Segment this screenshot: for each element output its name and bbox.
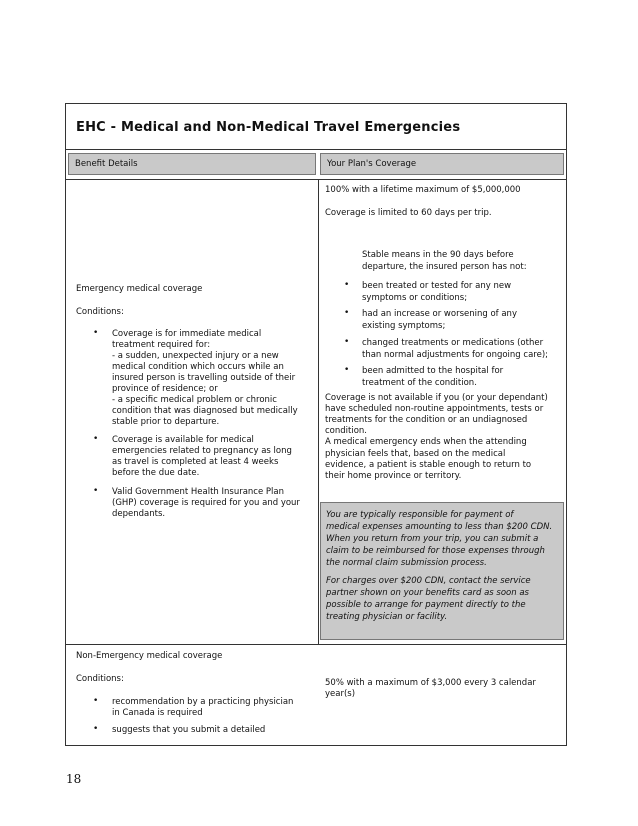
condition-3-line-1: Valid Government Health Insurance Plan xyxy=(112,487,284,497)
bullet-icon: • xyxy=(93,486,99,496)
condition-1-line-8: condition that was diagnosed but medically xyxy=(112,406,298,416)
header-row xyxy=(66,150,566,180)
condition-1-line-9: stable prior to departure. xyxy=(112,417,220,427)
condition-2-line-4: before the due date. xyxy=(112,468,200,478)
days-limit: Coverage is limited to 60 days per trip. xyxy=(325,208,492,218)
stable-bullet-3-line-1: changed treatments or medications (other xyxy=(362,338,544,348)
stable-bullet-2-line-1: had an increase or worsening of any xyxy=(362,309,517,319)
payment-note-box xyxy=(320,502,564,640)
condition-2-line-3: as travel is completed at least 4 weeks xyxy=(112,457,279,467)
stable-bullet-1-line-1: been treated or tested for any new xyxy=(362,281,512,291)
non-emergency-coverage-line-1: 50% with a maximum of $3,000 every 3 calendar xyxy=(325,678,536,688)
stable-bullet-4-line-2: treatment of the condition. xyxy=(362,378,477,388)
not-available-line-3: treatments for the condition or an undiagnosed xyxy=(325,415,528,425)
table-title: EHC - Medical and Non-Medical Travel Emergencies xyxy=(76,120,461,135)
condition-1-line-2: treatment required for: xyxy=(112,340,211,350)
not-available-line-4: condition. xyxy=(325,426,368,436)
stable-intro-2: departure, the insured person has not: xyxy=(362,262,527,272)
column-divider xyxy=(318,180,319,644)
stable-bullet-3-line-2: than normal adjustments for ongoing care); xyxy=(362,350,548,360)
stable-bullet-1-line-2: symptoms or conditions; xyxy=(362,293,468,303)
condition-2-line-1: Coverage is available for medical xyxy=(112,435,254,445)
non-emergency-coverage-line-2: year(s) xyxy=(325,689,356,699)
bullet-icon: • xyxy=(344,308,350,318)
condition-1-line-1: Coverage is for immediate medical xyxy=(112,329,262,339)
stable-intro-1: Stable means in the 90 days before xyxy=(362,250,514,260)
stable-bullet-2-line-2: existing symptoms; xyxy=(362,321,446,331)
bullet-icon: • xyxy=(344,337,350,347)
emergency-label: Emergency medical coverage xyxy=(76,284,203,294)
bullet-icon: • xyxy=(93,328,99,338)
condition-2-line-2: emergencies related to pregnancy as long xyxy=(112,446,292,456)
non-emergency-condition-1-line-2: in Canada is required xyxy=(112,708,203,718)
condition-1-line-7: - a specific medical problem or chronic xyxy=(112,395,277,405)
bullet-icon: • xyxy=(344,280,350,290)
bullet-icon: • xyxy=(93,696,99,706)
non-emergency-condition-2-line-1: suggests that you submit a detailed xyxy=(112,725,266,735)
note-p2-line-4: treating physician or facility. xyxy=(326,612,448,622)
page-number: 18 xyxy=(66,772,82,786)
not-available-line-6: physician feels that, based on the medical xyxy=(325,449,506,459)
note-p2-line-2: partner shown on your benefits card as soon as xyxy=(326,588,529,598)
not-available-line-2: have scheduled non-routine appointments, tests or xyxy=(325,404,544,414)
non-emergency-label: Non-Emergency medical coverage xyxy=(76,651,223,661)
note-p1-line-3: When you return from your trip, you can submit a xyxy=(326,534,539,544)
bullet-icon: • xyxy=(344,365,350,375)
not-available-line-1: Coverage is not available if you (or your dependant) xyxy=(325,393,548,403)
note-p1-line-1: You are typically responsible for payment of xyxy=(326,510,514,520)
condition-3-line-3: dependants. xyxy=(112,509,166,519)
non-emergency-condition-1-line-1: recommendation by a practicing physician xyxy=(112,697,294,707)
not-available-line-7: evidence, a patient is stable enough to return to xyxy=(325,460,532,470)
title-row xyxy=(66,104,566,150)
coverage-max: 100% with a lifetime maximum of $5,000,000 xyxy=(325,185,521,195)
emergency-conditions-label: Conditions: xyxy=(76,307,124,317)
header-plan-coverage: Your Plan's Coverage xyxy=(320,153,564,175)
condition-1-line-4: medical condition which occurs while an xyxy=(112,362,284,372)
stable-bullet-4-line-1: been admitted to the hospital for xyxy=(362,366,504,376)
note-p1-line-5: the normal claim submission process. xyxy=(326,558,487,568)
row-divider xyxy=(66,644,566,645)
benefit-table xyxy=(65,103,567,746)
non-emergency-conditions-label: Conditions: xyxy=(76,674,124,684)
bullet-icon: • xyxy=(93,724,99,734)
bullet-icon: • xyxy=(93,434,99,444)
condition-1-line-3: - a sudden, unexpected injury or a new xyxy=(112,351,279,361)
note-p2-line-3: possible to arrange for payment directly to the xyxy=(326,600,526,610)
condition-3-line-2: (GHP) coverage is required for you and your xyxy=(112,498,300,508)
not-available-line-5: A medical emergency ends when the attending xyxy=(325,437,527,447)
condition-1-line-6: province of residence; or xyxy=(112,384,218,394)
header-benefit-details: Benefit Details xyxy=(68,153,316,175)
note-p1-line-4: claim to be reimbursed for those expenses through xyxy=(326,546,545,556)
condition-1-line-5: insured person is travelling outside of their xyxy=(112,373,296,383)
note-p2-line-1: For charges over $200 CDN, contact the service xyxy=(326,576,531,586)
not-available-line-8: their home province or territory. xyxy=(325,471,462,481)
note-p1-line-2: medical expenses amounting to less than $200 CDN. xyxy=(326,522,553,532)
